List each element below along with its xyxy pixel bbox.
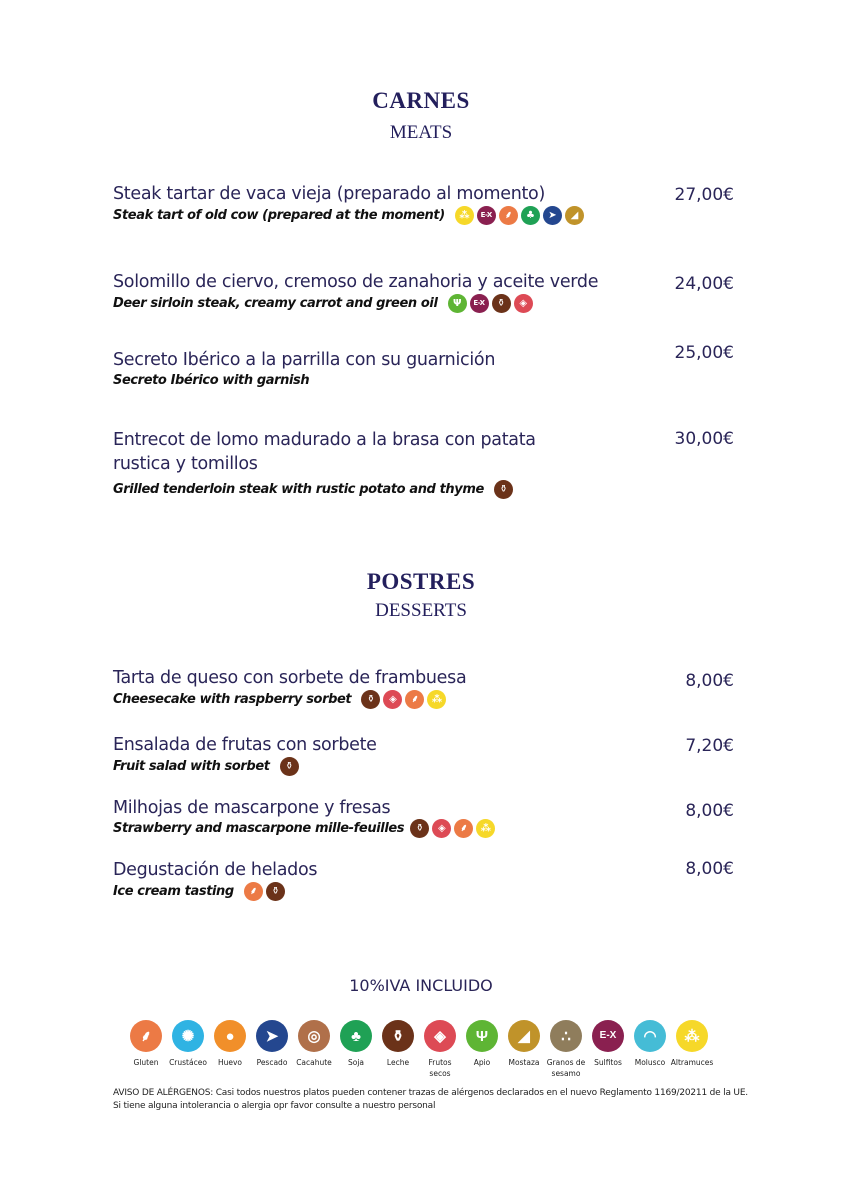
allergen-icons	[448, 294, 533, 313]
item-description: Ice cream tasting ⸙ ⚱	[113, 882, 733, 901]
leche-icon: ⚱	[410, 819, 429, 838]
allergen-icons	[280, 757, 299, 776]
frutos-secos-icon: ◈	[424, 1020, 456, 1052]
soja-icon: ♣	[340, 1020, 372, 1052]
cacahute-icon: ◎	[298, 1020, 330, 1052]
frutos-secos-icon: ◈	[514, 294, 533, 313]
crustaceo-icon: ✺	[172, 1020, 204, 1052]
allergen-legend	[125, 1020, 713, 1079]
allergen-icons	[361, 690, 446, 709]
leche-icon: ⚱	[492, 294, 511, 313]
legend-label: Soja	[347, 1058, 365, 1067]
altramuces-icon: ⁂	[676, 1020, 708, 1052]
gluten-icon: ⸙	[499, 206, 518, 225]
section-title-postres: POSTRES	[366, 569, 476, 594]
altramuces-icon: ⁂	[476, 819, 495, 838]
legend-item-gluten	[125, 1020, 167, 1079]
legend-label: Pescado	[256, 1058, 288, 1067]
pescado-icon: ➤	[543, 206, 562, 225]
section-title-carnes: CARNES	[372, 88, 470, 113]
gluten-icon: ⸙	[454, 819, 473, 838]
mostaza-icon: ◢	[565, 206, 584, 225]
gluten-icon: ⸙	[130, 1020, 162, 1052]
item-description: Fruit salad with sorbet ⚱	[113, 757, 733, 776]
molusco-icon: ◠	[634, 1020, 666, 1052]
menu-item	[113, 797, 733, 838]
item-price: 27,00€	[674, 185, 734, 205]
legend-label: Apio	[473, 1058, 491, 1067]
item-price: 8,00€	[685, 801, 734, 821]
legend-label: Leche	[386, 1058, 410, 1067]
item-name: Solomillo de ciervo, cremoso de zanahoria y aceite verde	[113, 272, 599, 292]
item-price: 25,00€	[674, 343, 734, 363]
allergen-icons	[494, 480, 513, 499]
altramuces-icon: ⁂	[455, 206, 474, 225]
sulfitos-icon: E-X	[477, 206, 496, 225]
item-price: 7,20€	[685, 736, 734, 756]
legend-label: Gluten	[133, 1058, 159, 1067]
legend-label: Frutos secos	[428, 1058, 452, 1078]
gluten-icon: ⸙	[244, 882, 263, 901]
item-name: Degustación de helados	[113, 860, 318, 880]
item-description: Cheesecake with raspberry sorbet ⚱ ◈ ⸙ ⁂	[113, 690, 733, 709]
item-name: Secreto Ibérico a la parrilla con su guarnición	[113, 350, 496, 370]
item-name: Ensalada de frutas con sorbete	[113, 735, 377, 755]
pescado-icon: ➤	[256, 1020, 288, 1052]
legend-item-apio	[461, 1020, 503, 1079]
allergen-icons	[410, 819, 495, 838]
sesamo-icon: ∴	[550, 1020, 582, 1052]
item-price: 30,00€	[674, 429, 734, 449]
legend-label: Granos de sesamo	[546, 1058, 586, 1078]
menu-item	[113, 858, 733, 901]
legend-item-mostaza	[503, 1020, 545, 1079]
legend-label: Huevo	[217, 1058, 243, 1067]
leche-icon: ⚱	[494, 480, 513, 499]
legend-item-cacahute	[293, 1020, 335, 1079]
frutos-secos-icon: ◈	[383, 690, 402, 709]
huevo-icon: ●	[214, 1020, 246, 1052]
legend-item-pescado	[251, 1020, 293, 1079]
item-name: Steak tartar de vaca vieja (preparado al momento)	[113, 184, 545, 204]
legend-label: Sulfitos	[594, 1058, 622, 1067]
legend-label: Mostaza	[508, 1058, 540, 1067]
legend-label: Cacahute	[296, 1058, 332, 1067]
section-subtitle-desserts: DESSERTS	[375, 600, 467, 621]
legend-item-huevo	[209, 1020, 251, 1079]
leche-icon: ⚱	[361, 690, 380, 709]
item-description: Grilled tenderloin steak with rustic potato and thyme ⚱	[113, 480, 733, 499]
gluten-icon: ⸙	[405, 690, 424, 709]
apio-icon: Ψ	[448, 294, 467, 313]
apio-icon: Ψ	[466, 1020, 498, 1052]
allergen-icons	[455, 206, 584, 225]
leche-icon: ⚱	[280, 757, 299, 776]
sulfitos-icon: E-X	[592, 1020, 624, 1052]
legend-item-soja	[335, 1020, 377, 1079]
legend-item-sulfitos	[587, 1020, 629, 1079]
item-price: 8,00€	[685, 859, 734, 879]
leche-icon: ⚱	[266, 882, 285, 901]
menu-item	[113, 733, 733, 776]
item-description: Secreto Ibérico with garnish	[113, 373, 310, 388]
soja-icon: ♣	[521, 206, 540, 225]
menu-item	[113, 666, 733, 709]
legend-label: Altramuces	[670, 1058, 714, 1067]
item-price: 8,00€	[685, 671, 734, 691]
allergen-icons	[244, 882, 285, 901]
mostaza-icon: ◢	[508, 1020, 540, 1052]
legend-item-molusco	[629, 1020, 671, 1079]
item-description: Deer sirloin steak, creamy carrot and green oil Ψ E-X ⚱ ◈	[113, 294, 733, 313]
section-subtitle-meats: MEATS	[389, 122, 453, 143]
legend-item-crustaceo	[167, 1020, 209, 1079]
legend-item-frutos-secos	[419, 1020, 461, 1079]
item-description: Strawberry and mascarpone mille-feuilles ⚱ ◈ ⸙ ⁂	[113, 819, 733, 838]
legend-item-leche	[377, 1020, 419, 1079]
altramuces-icon: ⁂	[427, 690, 446, 709]
item-price: 24,00€	[674, 274, 734, 294]
item-description: Steak tart of old cow (prepared at the moment) ⁂ E-X ⸙ ♣ ➤ ◢	[113, 206, 733, 225]
item-name: Tarta de queso con sorbete de frambuesa	[113, 668, 467, 688]
leche-icon: ⚱	[382, 1020, 414, 1052]
frutos-secos-icon: ◈	[432, 819, 451, 838]
menu-item	[113, 348, 733, 390]
legend-item-sesamo	[545, 1020, 587, 1079]
legend-label: Crustáceo	[169, 1058, 207, 1067]
item-name: Milhojas de mascarpone y fresas	[113, 798, 391, 818]
tax-note: 10%IVA INCLUIDO	[349, 976, 493, 995]
sulfitos-icon: E-X	[470, 294, 489, 313]
item-name: Entrecot de lomo madurado a la brasa con patata rustica y tomillos	[113, 430, 536, 474]
legend-item-altramuces	[671, 1020, 713, 1079]
allergen-notice: AVISO DE ALÉRGENOS: Casi todos nuestros platos pueden contener trazas de alérgenos declarados en el nuevo Reglamento 1169/20211 de la UE. Si tiene alguna intolerancia o alergia opr favor consulte a nuestro personal	[113, 1088, 748, 1111]
menu-item	[113, 428, 733, 499]
menu-item	[113, 182, 733, 225]
menu-item	[113, 270, 733, 313]
legend-label: Molusco	[634, 1058, 666, 1067]
